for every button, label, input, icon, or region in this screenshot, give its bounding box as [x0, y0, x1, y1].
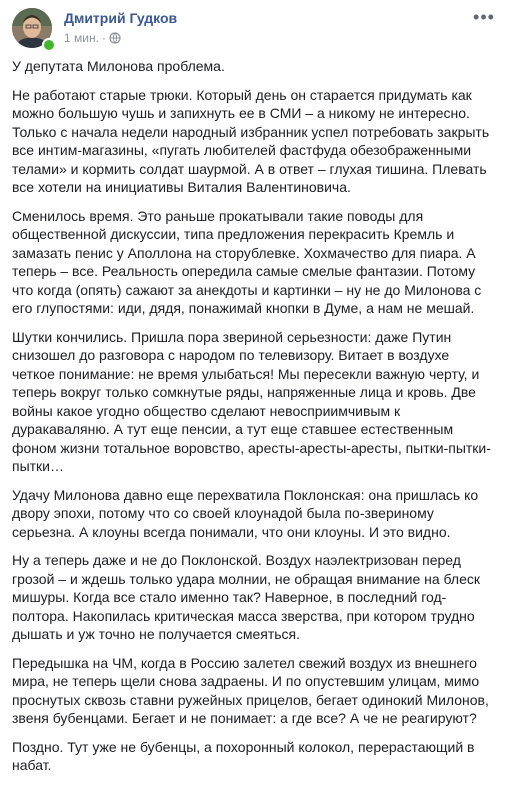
post-paragraph: Удачу Милонова давно еще перехватила Поклонская: она пришлась ко двору эпохи, потому что со своей клоунадой была по-звериному серьезна. А клоуны всегда понимали, что они клоуны. И это видно. [12, 486, 479, 540]
post-paragraph: Ну а теперь даже и не до Поклонской. Воздух наэлектризован перед грозой – и ждешь только удара молнии, не обращая внимание на блеск мишуры. Когда все стало именно так? Наверное, в последний год-полтора. Накопилась критическая масса зверства, при котором трудно дышать и уж точно не получается смеяться. [12, 552, 480, 642]
post-paragraph: Шутки кончились. Пришла пора звериной серьезности: даже Путин снизошел до разговора с народом по телевизору. Витает в воздухе четкое понимание: не время улыбаться! Мы пересекли важную черту, и теперь вокруг только сомкнутые ряды, напряженные лица и кровь. Две войны какое угодно общество сделают невосприимчивым к дуракаваляню. А тут еще пенсии, а тут еще ставшее естественным фоном жизни тотальное воровство, аресты-аресты-аресты, пытки-пытки-пытки… [12, 328, 491, 474]
more-options-icon[interactable]: ••• [473, 7, 495, 27]
post-time[interactable]: 1 мин. [64, 31, 99, 45]
post-meta [64, 31, 121, 47]
meta-separator: · [101, 31, 106, 45]
post-content [12, 57, 494, 785]
author-name[interactable]: Дмитрий Гудков [64, 10, 178, 26]
post-paragraph: У депутата Милонова проблема. [12, 58, 225, 74]
post-header [12, 8, 496, 52]
post-paragraph: Сменилось время. Это раньше прокатывали такие поводы для общественной дискуссии, типа предложения перекрасить Кремль и замазать пенис у Аполлона на сторублевке. Хохмачество для пиара. А теперь – все. Реальность опередила самые смелые фантазии. Потому что когда (опять) сажают за анекдоты и картинки – ну не до Милонова с его глупостями: иди, дядя, понажимай кнопки в Думе, а нам не мешай. [12, 207, 482, 316]
globe-icon[interactable] [109, 32, 121, 47]
post-paragraph: Поздно. Тут уже не бубенцы, а похоронный колокол, перерастающий в набат. [12, 738, 475, 773]
post-paragraph: Передышка на ЧМ, когда в Россию залетел свежий воздух из внешнего мира, не теперь щели снова задраены. И по опустевшим улицам, мимо проснутых сквозь ставни ружейных прицелов, бегает одинокий Милонов, звеня бубенцами. Бегает и не понимает: а где все? А че не реагируют? [12, 654, 489, 726]
post-paragraph: Не работают старые трюки. Который день он старается придумать как можно большую чушь и запихнуть ее в СМИ – а никому не интересно. Только с начала недели народный избранник успел потребовать закрыть все интим-магазины, «пугать любителей фастфуда обезображенными телами» и кормить солдат шаурмой. А в ответ – глухая тишина. Плевать все хотели на инициативы Виталия Валентиновича. [12, 86, 490, 195]
online-status-dot [42, 38, 56, 52]
